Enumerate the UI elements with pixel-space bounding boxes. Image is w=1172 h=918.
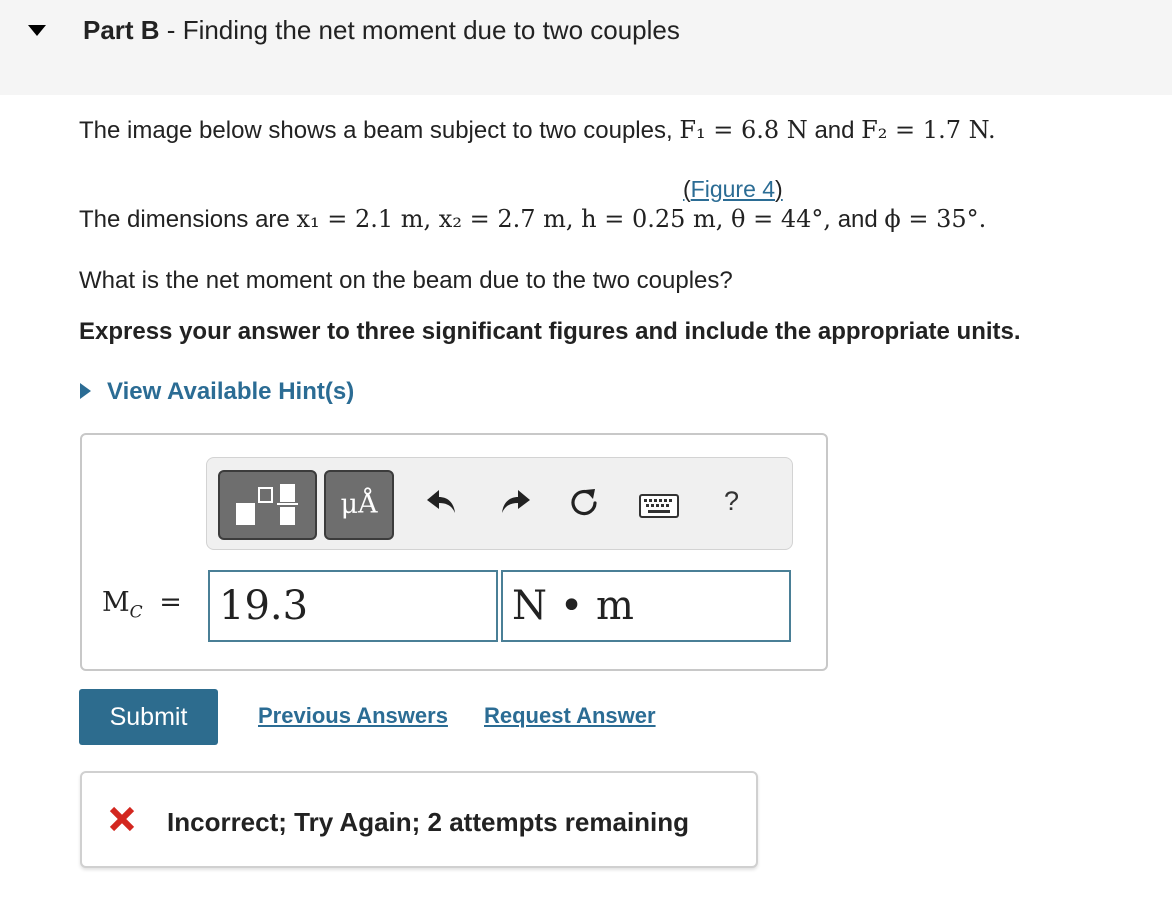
question-text: What is the net moment on the beam due to the two couples? — [79, 267, 733, 294]
feedback-box — [80, 771, 758, 868]
instruction-text: Express your answer to three significant figures and include the appropriate units. — [79, 318, 1021, 345]
answer-box — [80, 433, 828, 671]
part-separator: - — [159, 15, 183, 45]
f2-expression: F₂ = 1.7 N. — [861, 116, 996, 144]
collapse-triangle-icon[interactable] — [28, 25, 46, 36]
problem-intro-line — [79, 116, 996, 145]
reset-icon[interactable] — [566, 485, 602, 521]
templates-icon — [220, 472, 315, 538]
dims-prefix: The dimensions are — [79, 206, 290, 233]
hint-label[interactable]: View Available Hint(s) — [107, 378, 355, 405]
and-text-2: and — [837, 206, 878, 233]
answer-value-input[interactable]: 19.3 — [208, 570, 498, 642]
equals-sign: = — [159, 587, 182, 618]
answer-variable-label — [102, 587, 182, 622]
part-title — [83, 14, 680, 46]
view-hints-toggle[interactable] — [80, 378, 354, 406]
and-text-1: and — [814, 117, 855, 144]
undo-icon[interactable] — [424, 484, 460, 520]
request-answer-link[interactable]: Request Answer — [484, 703, 656, 728]
variable-symbol: M — [102, 587, 130, 618]
expand-triangle-icon — [80, 383, 91, 399]
problem-dimensions-line — [79, 205, 986, 234]
incorrect-x-icon — [108, 805, 136, 833]
part-header — [0, 0, 1172, 95]
f1-expression: F₁ = 6.8 N — [679, 116, 808, 144]
previous-answers-link[interactable]: Previous Answers — [258, 703, 448, 728]
figure-link[interactable]: (Figure 4) — [683, 176, 783, 202]
templates-button[interactable] — [218, 470, 317, 540]
answer-units-input[interactable]: N • m — [501, 570, 791, 642]
submit-button[interactable]: Submit — [79, 689, 218, 745]
dims-expression: x₁ = 2.1 m, x₂ = 2.7 m, h = 0.25 m, θ = 44°, — [296, 205, 832, 233]
keyboard-icon[interactable] — [639, 494, 679, 518]
problem-intro-text: The image below shows a beam subject to two couples, — [79, 117, 673, 144]
figure-link-label[interactable]: Figure 4 — [690, 176, 776, 202]
units-button[interactable] — [324, 470, 394, 540]
phi-expression: ϕ = 35°. — [884, 205, 987, 233]
units-label[interactable]: μÅ — [340, 489, 378, 520]
help-button[interactable]: ? — [724, 486, 740, 516]
redo-icon[interactable] — [497, 484, 533, 520]
variable-subscript: C — [129, 602, 143, 623]
feedback-message: Incorrect; Try Again; 2 attempts remaining — [167, 807, 690, 837]
part-name: Finding the net moment due to two couples — [182, 15, 680, 45]
math-toolbar — [206, 457, 793, 550]
part-label: Part B — [83, 15, 160, 45]
